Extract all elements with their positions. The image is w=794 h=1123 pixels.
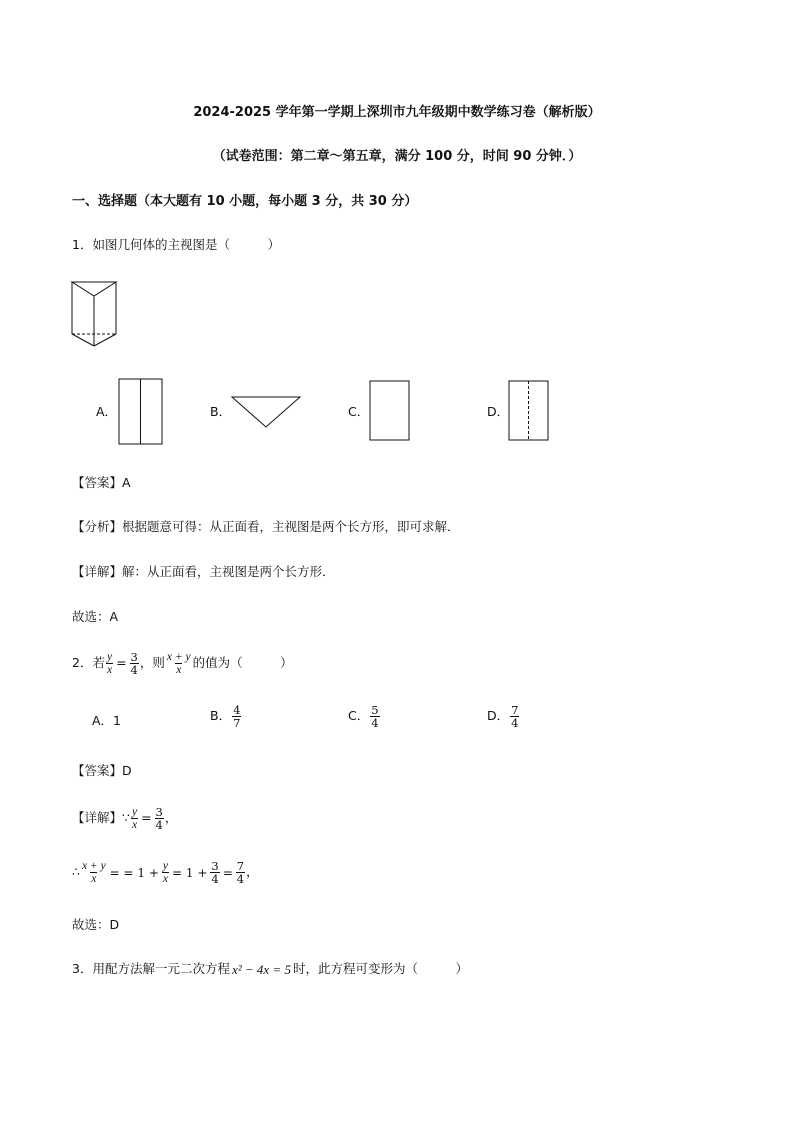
- option-d-figure: [508, 380, 550, 442]
- question-3-stem: 3．用配方法解一元二次方程 x² − 4x = 5 时，此方程可变形为（ ）: [72, 961, 468, 977]
- q2-option-d: D． $\frac{7}{4}$: [487, 703, 519, 731]
- q2-choose: 故选：D: [72, 917, 120, 932]
- question-2-stem: 2．若 $\frac{y}{x}$ = $\frac{3}{4}$ ，则 $\frac{x + y}{x}$ 的值为（ ）: [72, 650, 293, 678]
- option-d-label: D．: [487, 404, 510, 419]
- option-b-figure: [230, 395, 302, 431]
- fraction-x-plus-y-over-x: $\frac{x + y}{x}$: [166, 651, 191, 677]
- q1-choose: 故选：A: [72, 609, 119, 624]
- option-b-label: B．: [210, 404, 232, 419]
- q2-option-a: A．1: [92, 713, 122, 728]
- q1-analysis: 【分析】根据题意可得：从正面看，主视图是两个长方形，即可求解．: [72, 519, 460, 534]
- q3-equation: x² − 4x = 5: [231, 962, 291, 977]
- q2-answer: 【答案】D: [72, 763, 132, 778]
- page-subtitle: （试卷范围：第二章～第五章，满分 100 分，时间 90 分钟．）: [212, 149, 582, 164]
- fraction-3-over-4: $\frac{3}{4}$: [130, 650, 138, 678]
- q2-option-c: C． $\frac{5}{4}$: [348, 703, 379, 731]
- option-a-label: A．: [96, 404, 118, 419]
- fraction-y-over-x: $\frac{y}{x}$: [106, 651, 113, 677]
- option-c-label: C．: [348, 404, 370, 419]
- section-heading: 一、选择题（本大题有 10 小题，每小题 3 分，共 30 分）: [72, 194, 418, 209]
- q1-detail: 【详解】解：从正面看，主视图是两个长方形．: [72, 564, 335, 579]
- q2-detail: 【详解】∵ $\frac{y}{x}$ = $\frac{3}{4}$ ，: [72, 805, 178, 833]
- q1-answer: 【答案】A: [72, 475, 131, 490]
- q2-prefix: 2．若: [72, 655, 105, 671]
- prism-figure: [68, 278, 122, 350]
- page-title: 2024-2025 学年第一学期上深圳市九年级期中数学练习卷（解析版）: [193, 105, 601, 120]
- q2-option-b: B． $\frac{4}{7}$: [210, 703, 241, 731]
- question-1-stem: 1．如图几何体的主视图是（ ）: [72, 237, 280, 252]
- option-a-figure: [118, 378, 164, 446]
- q2-derivation: ∴ $\frac{x + y}{x}$ = = 1 + $\frac{y}{x}$ = 1 + $\frac{3}{4}$ = $\frac{7}{4}$ ，: [72, 859, 259, 887]
- option-c-figure: [369, 380, 411, 442]
